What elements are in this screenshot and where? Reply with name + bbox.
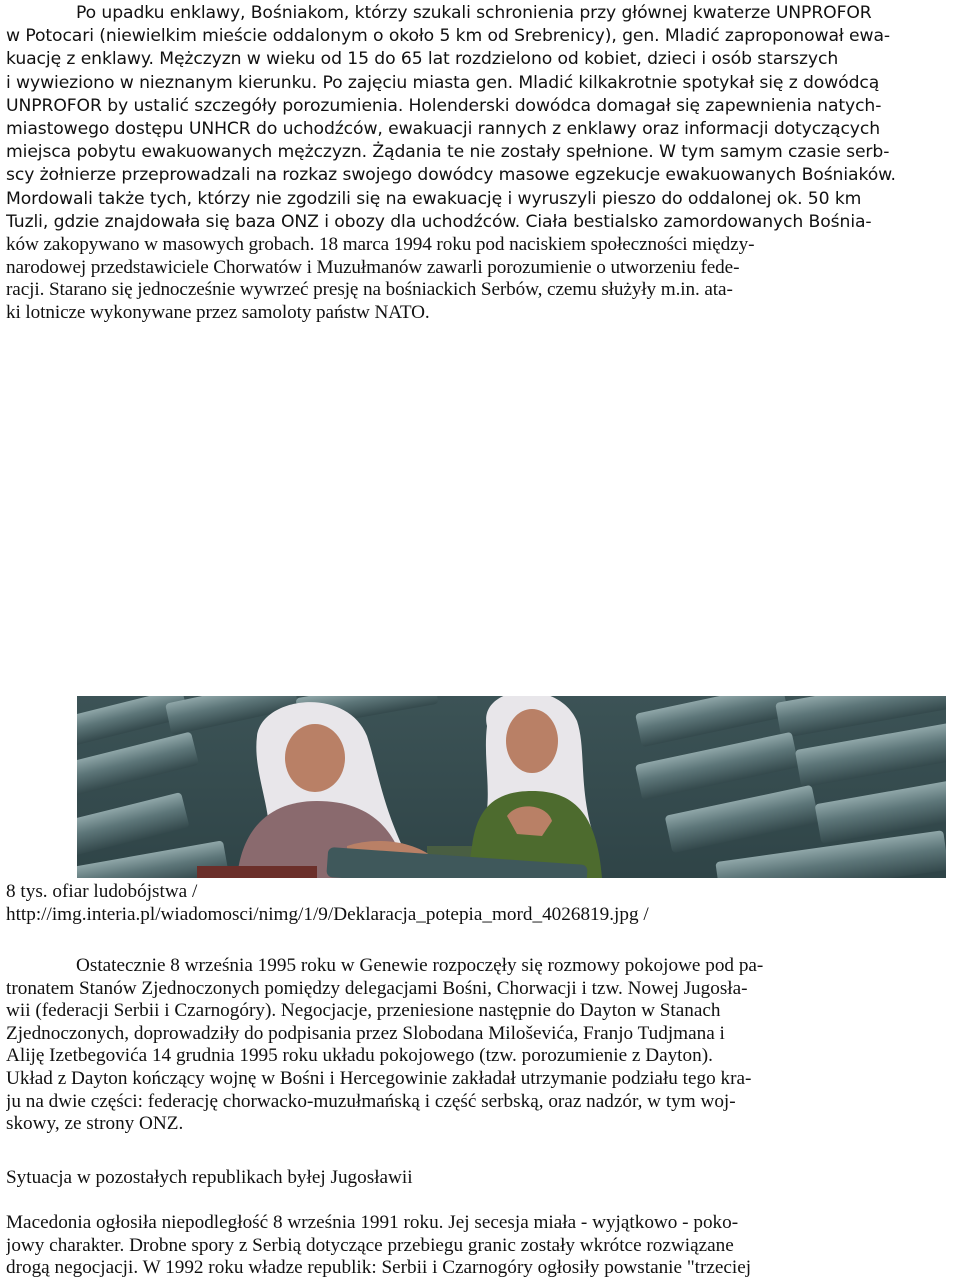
- text-line: i wywieziono w nieznanym kierunku. Po zajęciu miasta gen. Mladić kilkakrotnie spotykał się z dowódcą: [6, 72, 880, 93]
- text-line: wii (federacji Serbii i Czarnogóry). Negocjacje, przeniesione następnie do Dayton w Stanach: [6, 1000, 721, 1022]
- text-line: Tuzli, gdzie znajdowała się baza ONZ i obozy dla uchodźców. Ciała bestialsko zamordowanych Bośnia-: [6, 211, 872, 232]
- text-line: Mordowali także tych, którzy nie zgodzili się na ewakuację i wyruszyli pieszo do oddalonej ok. 50 km: [6, 188, 862, 209]
- paragraph-macedonia: [6, 1212, 954, 1280]
- text-line: racji. Starano się jednocześnie wywrzeć presję na bośniackich Serbów, czemu służyły m.in. ata-: [6, 279, 733, 301]
- paragraph-dayton: [6, 955, 954, 1136]
- text-line: narodowej przedstawiciele Chorwatów i Muzułmanów zawarli porozumienie o utworzeniu fede-: [6, 256, 740, 278]
- text-line: Układ z Dayton kończący wojnę w Bośni i Hercegowinie zakładał utrzymanie podziału tego kra-: [6, 1067, 752, 1089]
- text-line: Aliję Izetbegovića 14 grudnia 1995 roku układu pokojowego (tzw. porozumienie z Dayton).: [6, 1045, 713, 1067]
- text-line: miastowego dostępu UNHCR do uchodźców, ewakuacji rannych z enklawy oraz informacji dotyczących: [6, 119, 881, 140]
- text-line: Po upadku enklawy, Bośniakom, którzy szukali schronienia przy głównej kwaterze UNPROFOR: [76, 3, 872, 23]
- photo-caption: [6, 881, 954, 926]
- text-line: miejsca pobytu ewakuowanych mężczyzn. Żądania te nie zostały spełnione. W tym samym czasie serb-: [6, 142, 890, 163]
- text-line: Macedonia ogłosiła niepodległość 8 września 1991 roku. Jej secesja miała - wyjątkowo - poko-: [6, 1212, 739, 1233]
- mourning-women-photo: [77, 696, 946, 878]
- text-line: scy żołnierze przeprowadzali na rozkaz swojego dowódcy masowe egzekucje ewakuowanych Bośniaków.: [6, 165, 896, 186]
- text-line: w Potocari (niewielkim mieście oddalonym o około 5 km od Srebrenicy), gen. Mladić zaproponował ewa-: [6, 26, 891, 47]
- text-line: kuację z enklawy. Mężczyzn w wieku od 15 do 65 lat rozdzielono od kobiet, dzieci i osób starszych: [6, 49, 839, 70]
- text-line: UNPROFOR by ustalić szczegóły porozumienia. Holenderski dowódca domagał się zapewnienia natych-: [6, 95, 882, 116]
- text-line: jowy charakter. Drobne spory z Serbią dotyczące przebiegu granic zostały wkrótce rozwiązane: [6, 1234, 734, 1256]
- text-line: drogą negocjacji. W 1992 roku władze republik: Serbii i Czarnogóry ogłosiły powstanie "trzeciej: [6, 1257, 752, 1279]
- text-line: ków zakopywano w masowych grobach. 18 marca 1994 roku pod naciskiem społeczności między-: [6, 234, 755, 256]
- text-line: ju na dwie części: federację chorwacko-muzułmańską i część serbską, oraz nadzór, w tym woj-: [6, 1090, 736, 1112]
- section-heading: Sytuacja w pozostałych republikach byłej Jugosławii: [6, 1167, 413, 1188]
- text-line: Ostatecznie 8 września 1995 roku w Genewie rozpoczęły się rozmowy pokojowe pod pa-: [76, 955, 764, 976]
- text-line: ki lotnicze wykonywane przez samoloty państw NATO.: [6, 301, 430, 323]
- text-line: Zjednoczonych, doprowadziły do podpisania przez Slobodana Miloševića, Franjo Tudjmana i: [6, 1022, 725, 1044]
- caption-title: 8 tys. ofiar ludobójstwa /: [6, 881, 198, 902]
- paragraph-srebrenica: [6, 2, 954, 324]
- text-line: tronatem Stanów Zjednoczonych pomiędzy delegacjami Bośni, Chorwacji i tzw. Nowej Jugosła-: [6, 977, 748, 999]
- text-line: skowy, ze strony ONZ.: [6, 1113, 184, 1135]
- caption-source-url: http://img.interia.pl/wiadomosci/nimg/1/9/Deklaracja_potepia_mord_4026819.jpg /: [6, 903, 649, 925]
